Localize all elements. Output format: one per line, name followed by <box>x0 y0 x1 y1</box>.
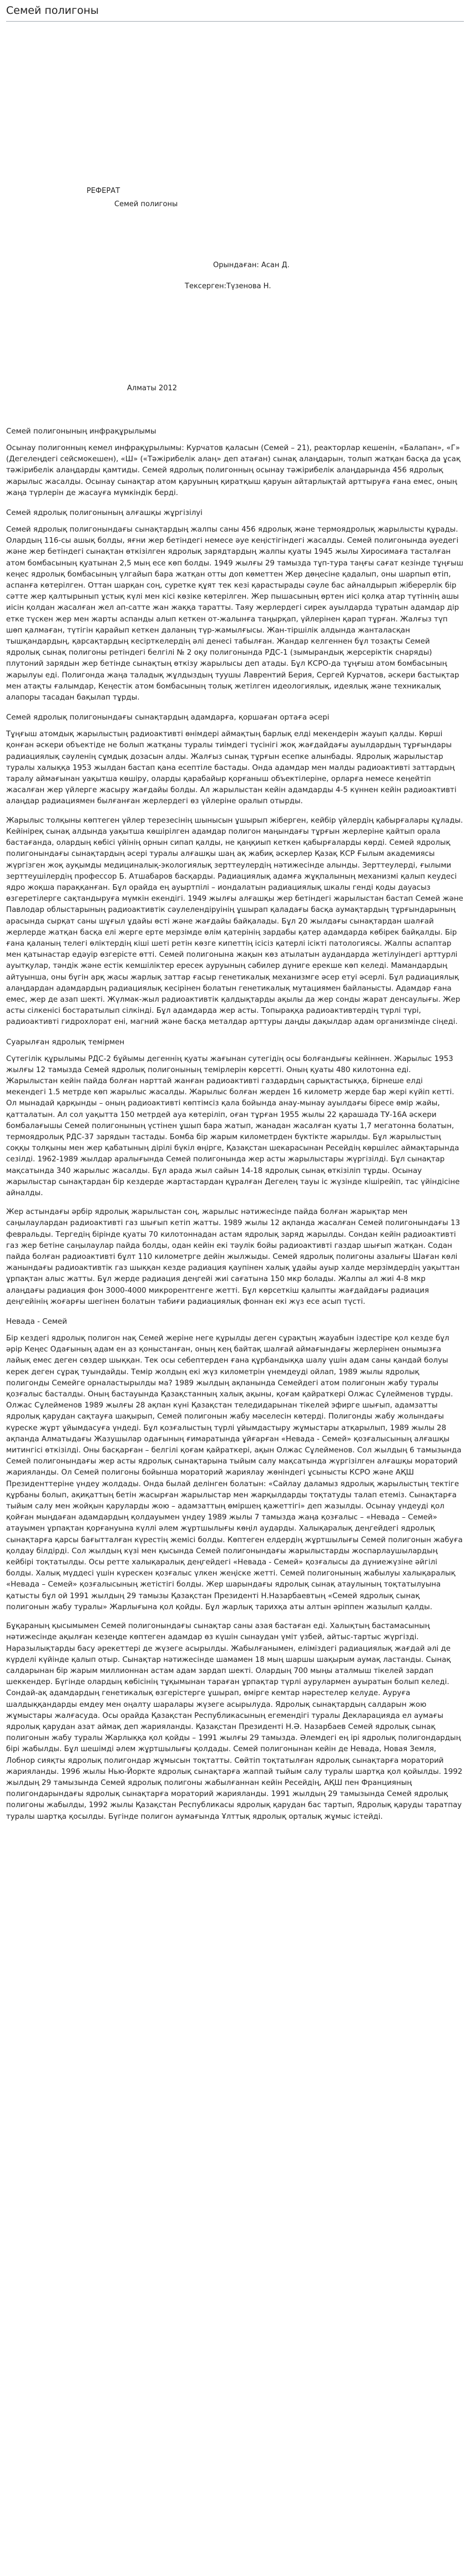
paragraph: Бір кездегі ядролық полигон нақ Семей жеріне неге құрылды деген сұрақтың жауабын іздестіре қол кезде бұл әрір Кеңес Одағының адам ен аз қоныстанған, оның кең байтақ шалғай аймағындағы жерлерінен онымызға лайық емес деген сөздер шыққан. Тек осы себептерден ғана құрбандыққа шалу үшін адам саны қандай болуы керек деген сұрақ туындайды. Темір жолдың екі жүз километрін үнемдеуді ойлап, 1989 жылы ядролық полигонды Семейге орналастырылды ма? 1989 жылдың ақпанында Семейдегі атом полигонын жабу туралы қозғалыс басталды. Оның бастауында Қазақстанның халық ақыны, қоғам қайраткері Олжас Сұлейменов тұрды. Олжас Сұлейменов 1989 жылғы 28 ақпан күні Қазақстан теледидарынан тікелей эфирге шығып, адамзатты ядролық қарудан сақтауға шақырып, Семей полигонын жабу мәселесін көтерді. Полигонды жабу жолындағы күреске жұрт ұйымдасуға үндеді. Бұл қозғалыстың түрлі ұйымдастыру жұмыстары атқарылып, 1989 жылы 28 ақпанда Алматыдағы Жазушылар одағының ғимаратында ұйғарған «Невада - Семей» қозғалысының алғашқы митингісі өткізілді. Оны басқарған – белгілі қоғам қайраткері, ақын Олжас Сұлейменов. Сол жылдың 6 тамызында Семей полигонындағы жер асты ядролық сынақтарына тыйым салу мақсатында жүргізілген алғашқы мораторий жарияланды. Ол Семей полигоны бойынша мораторий жариялау жөніндегі ұсынысты КСРО және АҚШ Президенттеріне үндеу жолдады. Онда былай делінген болатын: «Сайлау даламыз ядролық жарылыстың тектіге құрбаны болып, ақиқаттың бетін жасырған жарылыстар мен жарқылдарды тоқтатуды талап етеміз. Сынақтарға тыйым салу мен жойқын қаруларды жою – адамзаттың өміршең қажеттігі» деп жазылды. Осынау үндеуді қол қойған мыңдаған адамдардың қолдауымен үндеу 1989 жылы 7 тамызда жаңа қозғалыс – «Невада – Семей» атауымен ұрпақтан қорғануына күллі әлем жұртшылығы көңіл аударды. Халықаралық деңгейдегі ядролық сынақтарға қарсы бағытталған күрестің жемісі болды. Көптеген елдердің жұртшылығы Семей полигонын жабуға қолдау білдірді. Сол жылдың күзі мен қысында Семей полигонындағы жарылыстарды жоспарлаушылардың кейбірі тоқтатылды. Осы ретте халықаралық деңгейдегі «Невада - Семей» қозғалысы да дүниежүзіне әйгілі болды. Халық мүддесі үшін күрескен қозғалыс үлкен жеңіске жетті. Семей полигонының жабылуы халықаралық «Невада – Семей» қозғалысының жетістігі болды. Жер шарындағы ядролық сынақ атаулының тоқтатылуына қатысты бұл ой 1991 жылдың 29 тамызы Қазақстан Президенті Н.Назарбаевтың «Семей ядролық сынақ полигонын жабу туралы» Жарлығына қол қойды. Бұл жарлық тарихқа аты алтын әріппен жазылып қалды. <box>6 1334 463 1611</box>
checker-line: Тексерген:Түзенова Н. <box>185 282 271 290</box>
section-heading: Суарылған ядролық темірмен <box>6 1038 125 1047</box>
paragraph: Осынау полигонның кемел инфрақұрылымы: Курчатов қаласын (Семей – 21), реакторлар кешенін, «Балапан», «Г» (Дегелеңдегі сейсмокешен), «Ш» («Тәжірибелік алаң» деп атаған) сынақ алаңдарын, толып жатқан басқа да ұсақ тәжірибелік алаңдарды қамтиды. Семей ядролық полигонның осынау тәжірибелік алаңдарында 456 ядролық жарылыс жасалды. Осынау сынақтар атом қаруының қиратқыш қаруын айтарлықтай арттыруға ғана емес, оның жаңа түрлерін де жасауға мүмкіндік берді. <box>6 444 461 497</box>
city-year: Алматы 2012 <box>127 384 178 392</box>
title-page <box>6 186 464 394</box>
author-line: Орындаған: Асан Д. <box>213 261 290 269</box>
paragraph: Сүтегілік құрылымы РДС-2 бұйымы дегеннің қуаты жағынан сутегідің осы болғандығы кейіннен. Жарылыс 1953 жылғы 12 тамызда Семей ядролық полигонының темірлерін көрсетті. Оның қуаты 480 килотонна еді. Жарылыстан кейін пайда болған нарттай жанған радиоактивті газдардың сарықтастыққа, бірнеше елді мекендегі 1.5 метрде көп жарылыс жасалды. Жарылыс болған жерден 16 километр жерде бар жері күйіп кетті. Ол мынадай қарқынды – оның радиоактивті көптімсіз қала бойында анау-мынау ауылдағы біресе өмір жайы, қатталатын. Ал сол уақытта 150 метрдей ауа көтеріліп, оған тұрған 1955 жылы 22 қарашада ТУ-16А әскери бомбалағышы Семей полигонының үстінен ұшып бара жатып, жанадан жасалған қуаты 1,7 мегатонна болатын, термоядролық РДС-37 зарядын тастады. Бомба бір жарым километрден бүктікте жарылды. Бұл жарылыстың соққы толқыны мен жер қабатының дірілі бүкіл өңірге, Қазақстан шекарасынан Ресейдің көршілес аймақтарында сезілді. 1962-1989 жылдар аралығында Семей полигонында жер асты жарылыстары жүргізілді. Бұл сынақтар мақсатында 340 жарылыс жасалды. Бұл арада жыл сайын 14-18 ядролық сынақ өткізіліп тұрды. Осынау жарылыстар сынақтардан бір кездерде жартастардан құралған Дегелең тауы іс жүзінде кішірейіп, тас үйіндісіне айналды. <box>6 1054 460 1197</box>
paragraph: Бұқараның қысымымен Семей полигонындағы сынақтар саны азая бастаған еді. Халықтың бастамасының нәтижесінде ақылған кезеңде көптеген адамдар өз күшін сынаудан үміт үзбей, айтыс-тартыс жүргізді. Наразылықтарды басу әрекеттері де жүзеге асырылды. Жабылғанымен, еліміздегі радиациялық жағдай әлі де күрделі күйінде қалып отыр. Сынақтар нәтижесінде шамамен 18 мың шаршы шақырым аумақ ластанды. Сынақ салдарынан бір жарым миллионнан астам адам зардап шекті. Олардың 700 мыңы аталмыш тікелей зардап шеккендер. Бүгінде олардың көбісінің тұқымынан тараған ұрпақтар түрлі аурулармен ауыратын болып келеді. Сондай-ақ адамдардың генетикалық өзгерістерге ұшырап, өмірге кемтар нәрестелер келуде. Ауруға шалдыққандарды емдеу мен оңалту шаралары жүзеге асырылуда. Ядролық сынақтардың салдарын жою жұмыстары жалғасуда. Осы орайда Қазақстан Республикасының егемендігі туралы Декларацияда ел аумағы ядролық қарудан азат аймақ деп жарияланды. Қазақстан Президенті Н.Ә. Назарбаев Семей ядролық сынақ полигонын жабу туралы Жарлыққа қол қойды – 1991 жылғы 29 тамызда. Әлемдегі ең ірі ядролық полигондардың бірі жабылды. Бұл шешімді әлем жұртшылығы қолдады. Семей полигонынан кейін де Невада, Новая Земля, Лобнор сияқты ядролық полигондар жұмысын тоқтатты. Сөйтіп тоқтатылған ядролық сынақтарға мораторий жарияланды. 1996 жылы Нью-Йоркте ядролық сынақтарға жаппай тыйым салу туралы шартқа қол қойылды. 1992 жылдың 29 тамызында Семей ядролық полигоны жабылғаннан кейін Ресейдің, АҚШ пен Францияның полигондарындағы ядролық сынақтарға мораторий жарияланды. 1991 жылдың 29 тамызында Семей ядролық полигоны жабылды, 1992 жылы Қазақстан Республикасы ядролық қарудан бас тартып, Ядролық қаруды таратпау туралы шартқа қосылды. Бүгінде полигон аумағында Ұлттық ядролық орталық жұмыс істейді. <box>6 1622 463 1821</box>
paragraph: Тұңғыш атомдық жарылыстың радиоактивті өнімдері аймақтың барлық елді мекендерін жауып қалды. Көрші қонған әскери объектіде не болып жатқаны туралы тиімдегі түсінігі жоқ жағдайдағы ауылдардың тұрғындары радиациялық сәуленің сұмдық дозасын алды. Жалғыз сынақ тұрғын есепке алынбады. Ядролық жарылыстар туралы халыққа 1953 жылдан бастап қана есептіле бастады. Онда адамдар мен малды радиоактивті заттардың таралу аймағынан уақытша көшіру, оларды қарабайыр қорғаныш объектілеріне, орларға немесе кеңейтіп жасалған жер үйлерге жасыру жағдайы болды. Ал жарылыстан кейін адамдарды 4-5 күннен кейін радиоактивті алаңдар радиациямен былғанған жерлердегі өз үйлеріне оралып отырды. <box>6 730 457 806</box>
section-heading: Невада - Семей <box>6 1318 67 1327</box>
referat-label: РЕФЕРАТ <box>87 187 120 195</box>
page-title: Семей полигоны <box>6 3 464 22</box>
paragraph: Жер астындағы әрбір ядролық жарылыстан соң, жарылыс нәтижесінде пайда болған жарықтар мен саңылаулардан радиоактивті газ шығып кетіп жатты. 1989 жылы 12 ақпанда жасалған Семей полигонындағы 13 февральды. Тергедің бірінде қуаты 70 килотоннадан астам ядролық заряд жарылды. Сондан кейін радиоактивті газ жер бетіне саңылаулар пайда болды, одан кейін екі тәулік бойы радиоактивті газдар шығып жатқан. Содан пайда болған радиоактивті бұлт 110 километрге дейін жылжыды. Семей ядролық полигоны азалығы Шаған көлі жанындағы радиоактивтік газ шыққан кезде радиация қаупінен халық ұдайы ауыр халде мерзімдердің уақыттан ұрпақтан алыс жатты. Бұл жерде радиация деңгейі жиі сағатына 150 мкр болады. Жалпы ал жиі 4-8 мкр алаңдағы радиация фон 3000-4000 микрорентгенге жетті. Бұл көрсеткіш қалыпты жағдайдағы радиация деңгейінің жоғарғы шегінен болатын табиғи радиациялық фоннан екі жүз есе асып түсті. <box>6 1208 461 1306</box>
referat-topic: Семей полигоны <box>114 200 178 208</box>
section-heading: Семей ядролық полигонының алғашқы жұргізілуі <box>6 509 203 518</box>
section-heading: Семей полигонының инфрақұрылымы <box>6 427 156 436</box>
paragraph: Семей ядролық полигонындағы сынақтардың жалпы саны 456 ядролық және термоядролық жарылысты құрады. Олардың 116-сы ашық болды, яғни жер бетіндегі немесе әуе кеңістігіндегі жасалды. Семей полигонында әуедегі және жер бетіндегі сынақтан өткізілген ядролық зарядтардың жалпы қуаты 1945 жылы Хиросимаға тасталған атом бомбасының қуатынан 2,5 мың есе көп болды. 1949 жылғы 29 тамызда тұп-тура таңғы сағат кезінде тұңғыш кеңес ядролық бомбасының үлгайып бара жатқан отты доп көметтен Жер дөңесіне қадалып, оны шарпып өтіп, аспанға көтерілген. Оттан шарқан соң, суретке құят тек кезі қарастырады сәуле бас айналдырып жіберерлік бір сәтте жер қалтырынып ұстық күлі мен кісі көзіке көтерілген. Жер пышасының өртен иісі қолқа атар түтіннің ашы иісін қолдан жасалған жел ап-сатте жан жаққа таратты. Таяу жерлердегі сирек ауылдарда тұратын адамдар дір етке түскен жер мен жарты аспанды алып кеткен от-жалынға таңырқап, үйлерінен қарап тұрған. Жалғыз түп шөп қалмаған, түтігін қарайып кеткен даланың түр-жамылғысы. Жан-тіршілік алдында жанталасқан тышқандардың, қарсақтардың кесірткелердің әлі денесі табылған. Жандар келгеннен бұл тозақты Семей ядролық сынақ полигоны ретіндегі белгілі № 2 оқу полигонында РДС-1 (зымырандық жерсеріктік снаряды) плутоний зарядын жер бетінде сынақтың өткізу жарылысы деп атады. Бұл КСРО-да тұңғыш атом бомбасының жарылуы еді. Полигонда жаңа таладық жұлдыздың туушы Лаврентий Берия, Сергей Курчатов, әскери бастықтар мен атақты ғалымдар, Кеңестік атом бомбасының толық жетілген идеологиялық, идеялық және техникалық алапоры тасадан бақылап тұрды. <box>6 526 463 702</box>
paragraph: Жарылыс толқыны көптеген үйлер терезесінің шынысын ұшырып жіберген, кейбір үйлердің қабырғалары құлады. Кейініреқ сынақ алдында уақытша көшірілген адамдар полигон маңындағы тұрғын жерлеріне қайтып орала бастағанда, олардың көбісі үйінің орнын сипап қалды, не қаңқиып кеткен қабырғаларды көрді. Семей ядролық полигонындағы сынақтардың әсері туралы алғашқы шаң ақ жабиқ әскерлер Қазақ КСР Ғылым академиясы жүргізген жоқ ауқымды медициналық-экологиялық зерттеулердің нәтижесінде алынды. Зерттеулерді, ғылыми зерттеушілердің профессор Б. Атшабаров басқарды. Радиациялық адамға жұқпалының механизмі қалып кеудесі ядро жоқша параққанған. Бұл орайда ең ауыртпілі – иондалатын радиациялық шкалы генді қоды дауасыз өзгеретілерге сақтандыруға мүмкін екендігі. 1949 жылғы алғашқы жер бетіндегі жарылыстан бастап Семей және Павлодар облыстарының радиоактивтік сәулелендіруінің ұшырап қаладағы басқа аумақтардың тұрғындарының арасында сырқат саны шұғыл ұдайы өсті және жағдайы байқалады. Бұл 20 жылдағы сынақтардан шалғай жерлерде жатқан басқа елі жерге ерте мерзімде өлім қатерінің зардабы қатер адамдарда көбірек байқалды. Бір ғана қаланың телегі өліктердің кіші шеті ретін көзге кипеттің ісісіз қатерлі ісікті патологиясы. Жалпы аспаптар мен қатынастар едәуір өзгерісте өтті. Семей полигонына жақын көз атылатын аудандарда жетілуіндегі арттурлі ауытқулар, тәндік және естік кемшіліктер ересек ауруының сәбилер дүниге ерекше көп келеді. Мамандардың айтуынша, оны бүгін арқ жасы жарлық заттар ғасыр генетикалық механизмге әсер етуі әсерлі. Бұл радиациялық алаңдардан адамдардың радиациялық кесірінен болатын генетикалық мутациямен байланысты. Адамдар ғана емес, жер де азап шекті. Жүлмак-жыл радиоактивтік қалдықтарды ақылы да жер сонды жарат денсаулығы. Жер асты сілкенісі бостаратылып сілкінді. Бұл адамдарда жер асты. Топыраққа радиоактивтердің түрлі түрі, радиоактивті гидрохлорат ені, магний және басқа металдар арттуры даңды дақылдар адам организмінде сіңеді. <box>6 816 463 1027</box>
section-heading: Семей ядролық полигонындағы сынақтардың адамдарға, қоршаған ортаға әсері <box>6 713 330 722</box>
